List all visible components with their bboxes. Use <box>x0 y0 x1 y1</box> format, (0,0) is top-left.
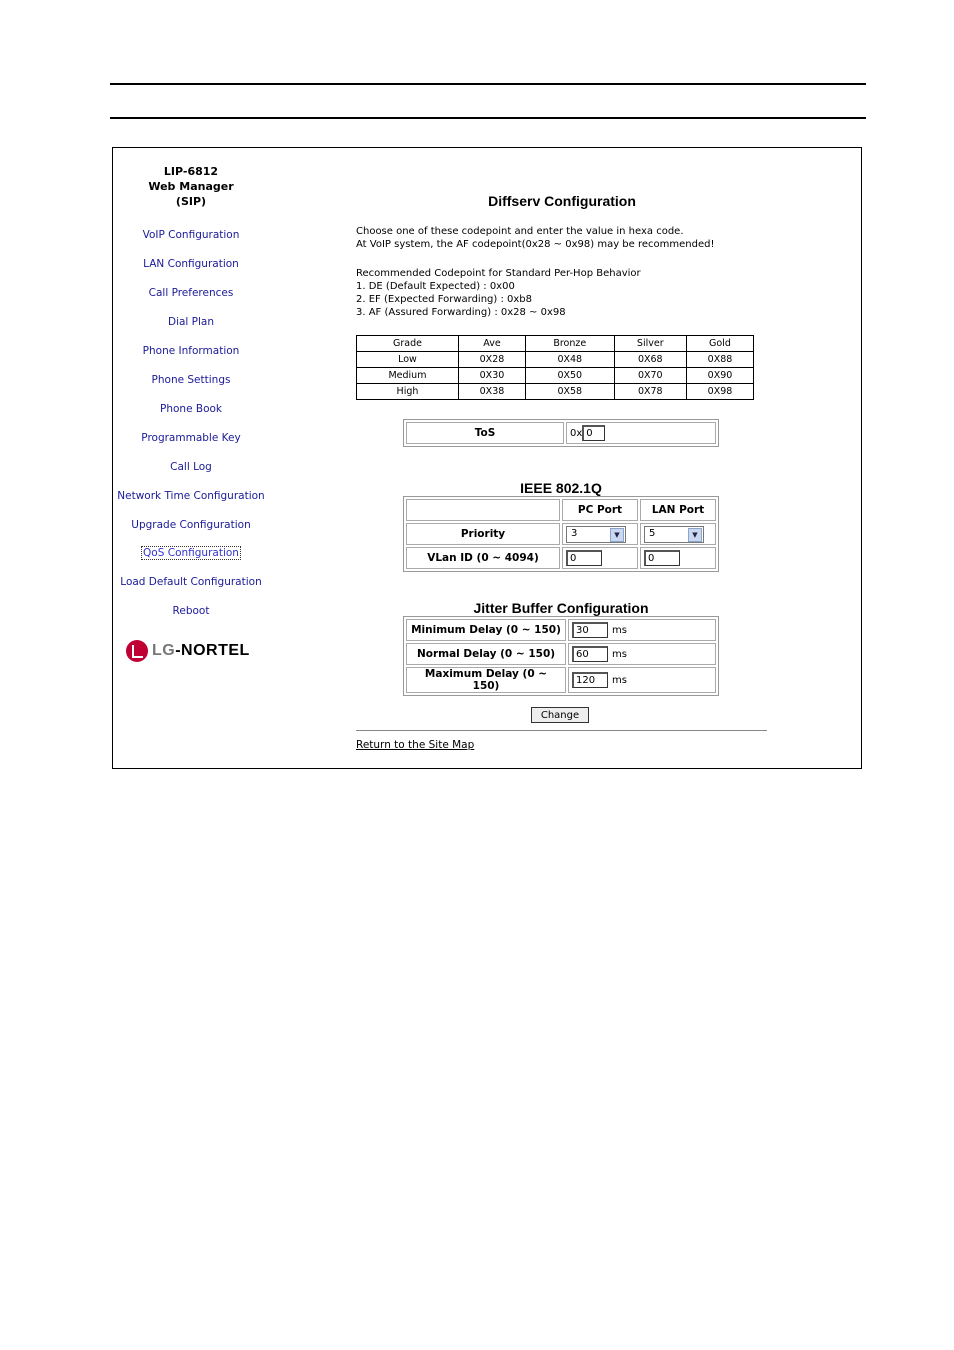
sidebar <box>113 148 269 768</box>
normal-delay-cell <box>568 643 716 665</box>
min-delay-input[interactable] <box>572 622 608 638</box>
normal-delay-label: Normal Delay (0 ~ 150) <box>406 643 566 665</box>
nav-programmable-key[interactable]: Programmable Key <box>141 432 241 444</box>
vlan-lan-cell <box>640 547 716 569</box>
table-cell: Medium <box>357 368 459 384</box>
recommended-codepoints <box>356 267 641 319</box>
table-row <box>357 384 754 400</box>
vlan-lan-input[interactable] <box>644 550 680 566</box>
nav-upgrade-configuration[interactable]: Upgrade Configuration <box>131 519 251 531</box>
rec-item-de: 1. DE (Default Expected) : 0x00 <box>356 281 515 292</box>
intro-line-2: At VoIP system, the AF codepoint(0x28 ~ 0x98) may be recommended! <box>356 239 715 250</box>
table-cell: 0X28 <box>458 352 525 368</box>
table-cell: 0X30 <box>458 368 525 384</box>
nav-voip-configuration[interactable]: VoIP Configuration <box>142 229 240 241</box>
max-delay-label: Maximum Delay (0 ~ 150) <box>406 667 566 693</box>
priority-lan-select[interactable]: 5 ▼ <box>644 526 704 543</box>
table-cell: 0X88 <box>686 352 753 368</box>
priority-lan-cell <box>640 523 716 545</box>
min-delay-label: Minimum Delay (0 ~ 150) <box>406 619 566 641</box>
tos-hex-prefix: 0x <box>570 428 583 439</box>
max-delay-cell <box>568 667 716 693</box>
ieee-802-1q-table <box>403 496 719 572</box>
chevron-down-icon: ▼ <box>688 528 702 542</box>
app-title-name: Web Manager <box>148 180 234 193</box>
divider <box>356 730 767 731</box>
ms-unit: ms <box>612 625 627 636</box>
return-to-site-map-link[interactable]: Return to the Site Map <box>356 739 475 751</box>
ms-unit: ms <box>612 675 627 686</box>
table-cell: 0X38 <box>458 384 525 400</box>
priority-pc-select[interactable]: 3 ▼ <box>566 526 626 543</box>
header-rule-top <box>110 83 866 85</box>
table-cell: Low <box>357 352 459 368</box>
nav-call-log[interactable]: Call Log <box>170 461 212 473</box>
header-bronze: Bronze <box>525 336 614 352</box>
normal-delay-input[interactable] <box>572 646 608 662</box>
vlan-id-label: VLan ID (0 ~ 4094) <box>406 547 560 569</box>
jitter-buffer-title: Jitter Buffer Configuration <box>473 600 649 616</box>
table-cell: 0X98 <box>686 384 753 400</box>
logo-text-lg: LG <box>152 642 176 659</box>
screenshot-frame <box>112 147 862 769</box>
table-cell: 0X90 <box>686 368 753 384</box>
codepoint-grade-table <box>356 335 754 400</box>
vlan-pc-input[interactable] <box>566 550 602 566</box>
change-button[interactable]: Change <box>531 707 589 723</box>
app-title <box>113 164 269 209</box>
table-row <box>357 352 754 368</box>
tos-input[interactable] <box>582 425 605 441</box>
diffserv-intro <box>356 225 714 251</box>
header-silver: Silver <box>614 336 686 352</box>
lg-nortel-logo <box>126 638 250 664</box>
header-lan-port: LAN Port <box>640 499 716 521</box>
nav-dial-plan[interactable]: Dial Plan <box>167 316 215 328</box>
nav-phone-settings[interactable]: Phone Settings <box>151 374 231 386</box>
nav-qos-configuration[interactable]: QoS Configuration <box>143 547 239 559</box>
intro-line-1: Choose one of these codepoint and enter the value in hexa code. <box>356 226 684 237</box>
nav-network-time-configuration[interactable]: Network Time Configuration <box>117 490 265 502</box>
nav-phone-book[interactable]: Phone Book <box>160 403 222 415</box>
table-cell: 0X78 <box>614 384 686 400</box>
min-delay-cell <box>568 619 716 641</box>
rec-item-ef: 2. EF (Expected Forwarding) : 0xb8 <box>356 294 533 305</box>
ieee-empty-header <box>406 499 560 521</box>
app-title-protocol: (SIP) <box>175 195 207 208</box>
table-cell: 0X48 <box>525 352 614 368</box>
logo-text-nortel: -NORTEL <box>175 642 250 659</box>
header-ave: Ave <box>458 336 525 352</box>
rec-item-af: 3. AF (Assured Forwarding) : 0x28 ~ 0x98 <box>356 307 566 318</box>
jitter-buffer-table <box>403 616 719 696</box>
lg-face-icon <box>126 640 148 662</box>
nav-lan-configuration[interactable]: LAN Configuration <box>143 258 239 270</box>
table-header-row <box>357 336 754 352</box>
app-title-model: LIP-6812 <box>163 165 219 178</box>
ieee-title: IEEE 802.1Q <box>520 480 602 496</box>
header-pc-port: PC Port <box>562 499 638 521</box>
table-row <box>357 368 754 384</box>
header-rule-bottom <box>110 117 866 119</box>
header-grade: Grade <box>357 336 459 352</box>
diffserv-title: Diffserv Configuration <box>488 193 636 209</box>
chevron-down-icon: ▼ <box>610 528 624 542</box>
table-cell: 0X50 <box>525 368 614 384</box>
header-gold: Gold <box>686 336 753 352</box>
priority-label: Priority <box>406 523 560 545</box>
vlan-pc-cell <box>562 547 638 569</box>
ms-unit: ms <box>612 649 627 660</box>
tos-value-cell <box>566 422 716 444</box>
nav-load-default-configuration[interactable]: Load Default Configuration <box>120 576 262 588</box>
max-delay-input[interactable] <box>572 672 608 688</box>
table-cell: High <box>357 384 459 400</box>
rec-title: Recommended Codepoint for Standard Per-Hop Behavior <box>356 268 641 279</box>
priority-pc-cell <box>562 523 638 545</box>
tos-table <box>403 419 719 447</box>
nav-call-preferences[interactable]: Call Preferences <box>148 287 234 299</box>
tos-label: ToS <box>406 422 564 444</box>
nav-reboot[interactable]: Reboot <box>172 605 210 617</box>
nav-phone-information[interactable]: Phone Information <box>142 345 240 357</box>
table-cell: 0X68 <box>614 352 686 368</box>
table-cell: 0X70 <box>614 368 686 384</box>
table-cell: 0X58 <box>525 384 614 400</box>
